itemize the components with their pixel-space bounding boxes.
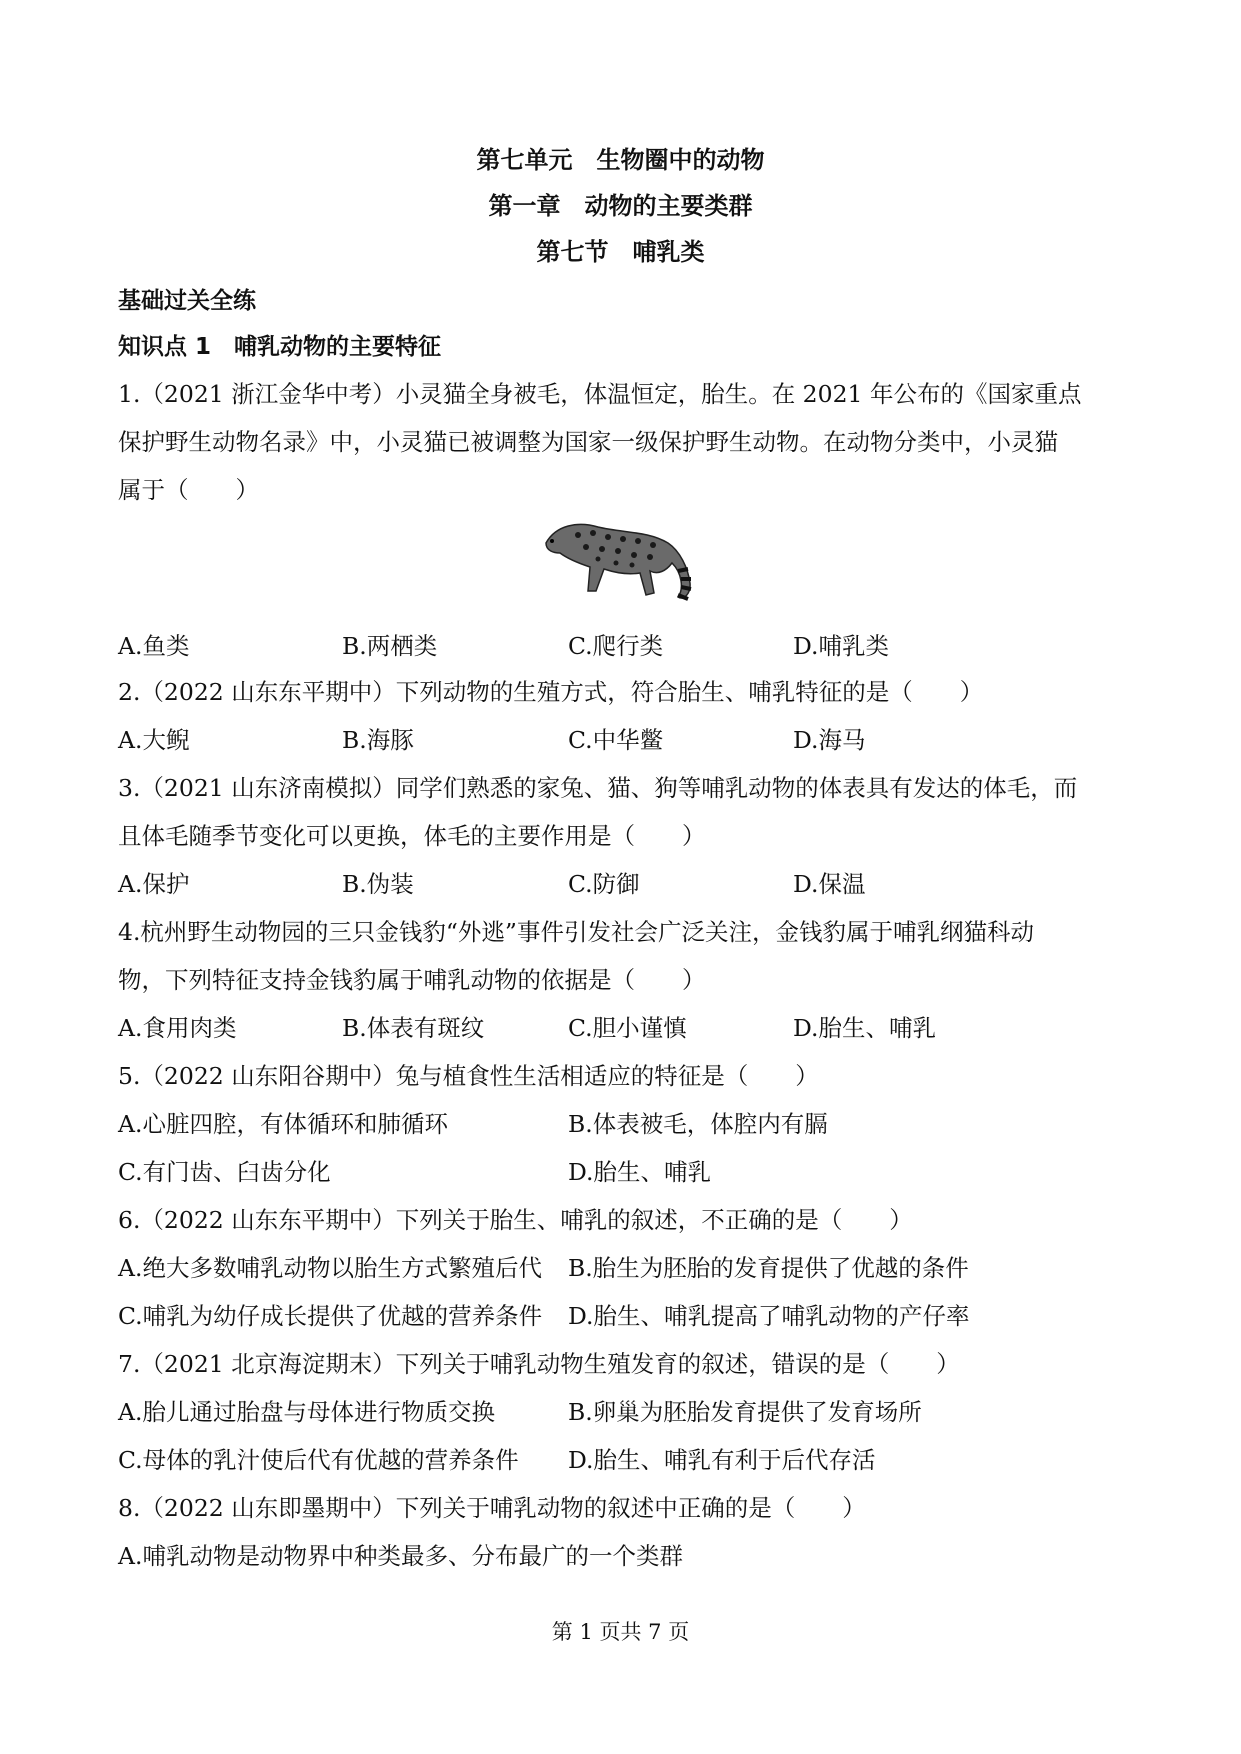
question-3-option-c: C.防御 — [568, 870, 640, 898]
section-label: 基础过关全练 — [118, 288, 256, 314]
question-5-option-b: B.体表被毛，体腔内有膈 — [568, 1110, 828, 1138]
question-4-option-c: C.胆小谨慎 — [568, 1014, 687, 1042]
question-1-line-1: 1.（2021 浙江金华中考）小灵猫全身被毛，体温恒定，胎生。在 2021 年公布的《国家重点 — [118, 380, 1082, 408]
question-5-option-d: D.胎生、哺乳 — [568, 1158, 711, 1186]
question-1-line-3: 属于（ ） — [118, 476, 259, 504]
question-3-option-a: A.保护 — [118, 870, 190, 898]
unit-title: 第七单元 生物圈中的动物 — [476, 146, 765, 174]
question-1-line-2: 保护野生动物名录》中，小灵猫已被调整为国家一级保护野生动物。在动物分类中，小灵猫 — [118, 428, 1058, 456]
question-3-option-d: D.保温 — [793, 870, 866, 898]
question-6-option-d: D.胎生、哺乳提高了哺乳动物的产仔率 — [568, 1302, 970, 1330]
question-4-option-a: A.食用肉类 — [118, 1014, 237, 1042]
question-4-option-d: D.胎生、哺乳 — [793, 1014, 936, 1042]
question-2-option-d: D.海马 — [793, 726, 866, 754]
question-2-option-c: C.中华鳖 — [568, 726, 664, 754]
question-3-line-2: 且体毛随季节变化可以更换，体毛的主要作用是（ ） — [118, 822, 706, 850]
question-5-line-1: 5.（2022 山东阳谷期中）兔与植食性生活相适应的特征是（ ） — [118, 1062, 819, 1090]
page-footer: 第 1 页共 7 页 — [551, 1620, 690, 1644]
question-3-option-b: B.伪装 — [342, 870, 414, 898]
question-6-option-c: C.哺乳为幼仔成长提供了优越的营养条件 — [118, 1302, 543, 1330]
question-4-option-b: B.体表有斑纹 — [342, 1014, 485, 1042]
question-7-option-d: D.胎生、哺乳有利于后代存活 — [568, 1446, 876, 1474]
question-1-option-c: C.爬行类 — [568, 632, 664, 660]
question-2-option-b: B.海豚 — [342, 726, 414, 754]
question-5-option-c: C.有门齿、臼齿分化 — [118, 1158, 331, 1186]
question-7-option-b: B.卵巢为胚胎发育提供了发育场所 — [568, 1398, 922, 1426]
question-5-option-a: A.心脏四腔，有体循环和肺循环 — [118, 1110, 448, 1138]
civet-illustration — [538, 513, 704, 607]
question-6-option-a: A.绝大多数哺乳动物以胎生方式繁殖后代 — [118, 1254, 542, 1282]
question-6-line-1: 6.（2022 山东东平期中）下列关于胎生、哺乳的叙述，不正确的是（ ） — [118, 1206, 913, 1234]
question-7-option-c: C.母体的乳汁使后代有优越的营养条件 — [118, 1446, 519, 1474]
section-title: 第七节 哺乳类 — [536, 238, 705, 266]
question-6-option-b: B.胎生为胚胎的发育提供了优越的条件 — [568, 1254, 969, 1282]
question-7-line-1: 7.（2021 北京海淀期末）下列关于哺乳动物生殖发育的叙述，错误的是（ ） — [118, 1350, 960, 1378]
question-2-line-1: 2.（2022 山东东平期中）下列动物的生殖方式，符合胎生、哺乳特征的是（ ） — [118, 678, 984, 706]
knowledge-point-heading: 知识点 1 哺乳动物的主要特征 — [118, 334, 442, 360]
question-1-option-a: A.鱼类 — [118, 632, 190, 660]
question-3-line-1: 3.（2021 山东济南模拟）同学们熟悉的家兔、猫、狗等哺乳动物的体表具有发达的体毛，而 — [118, 774, 1078, 802]
question-1-option-b: B.两栖类 — [342, 632, 438, 660]
question-4-line-2: 物，下列特征支持金钱豹属于哺乳动物的依据是（ ） — [118, 966, 706, 994]
question-1-option-d: D.哺乳类 — [793, 632, 889, 660]
question-7-option-a: A.胎儿通过胎盘与母体进行物质交换 — [118, 1398, 495, 1426]
chapter-title: 第一章 动物的主要类群 — [488, 192, 753, 220]
question-4-line-1: 4.杭州野生动物园的三只金钱豹“外逃”事件引发社会广泛关注，金钱豹属于哺乳纲猫科动 — [118, 918, 1034, 946]
question-8-line-1: 8.（2022 山东即墨期中）下列关于哺乳动物的叙述中正确的是（ ） — [118, 1494, 866, 1522]
question-8-option-a: A.哺乳动物是动物界中种类最多、分布最广的一个类群 — [118, 1542, 683, 1570]
question-2-option-a: A.大鲵 — [118, 726, 190, 754]
